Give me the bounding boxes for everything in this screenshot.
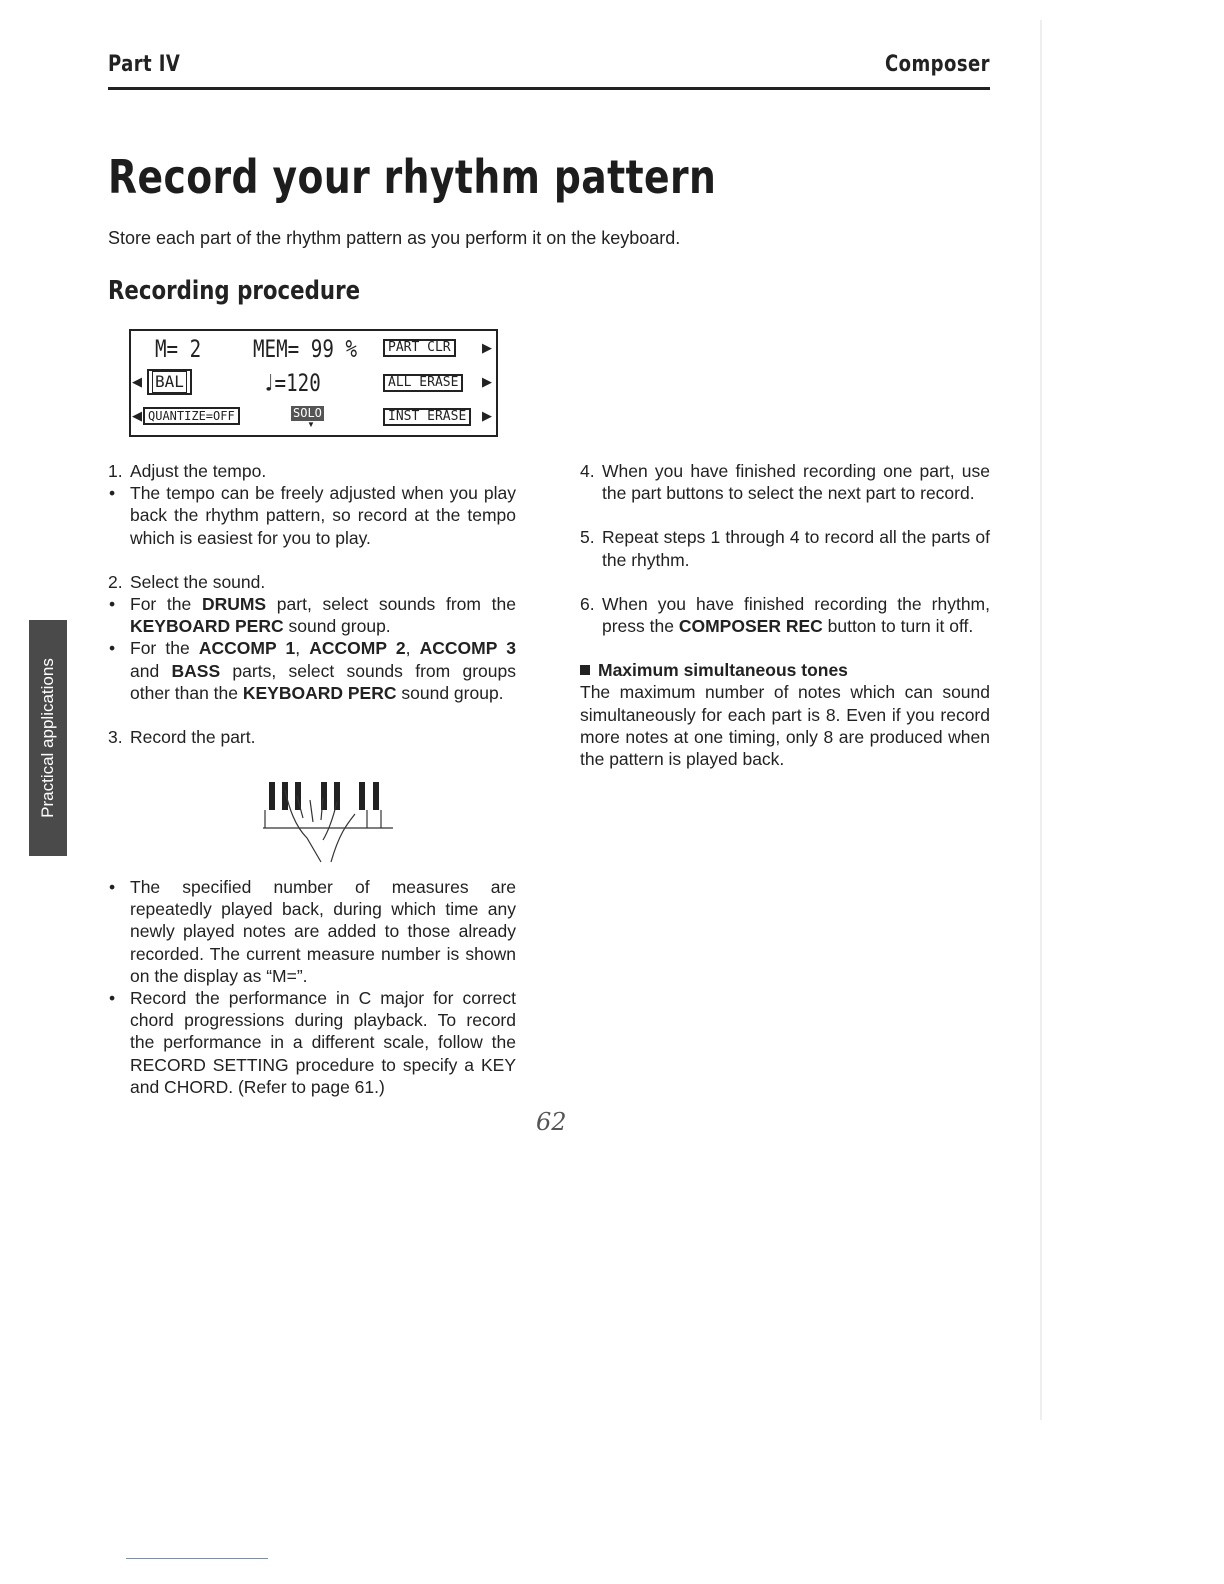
step-2 — [108, 571, 516, 593]
lcd-inst-erase-box — [383, 408, 471, 426]
lcd-quantize: QUANTIZE=OFF — [148, 409, 235, 423]
lcd-solo: SOLO — [293, 406, 322, 420]
bottom-scan-line — [126, 1558, 268, 1559]
step-number: 3. — [108, 727, 123, 748]
page-edge-shadow — [1040, 20, 1042, 1420]
bullet-text: Record the performance in C major for correct chord progressions during playback. To record the performance in a different scale, follow the RECORD SETTING procedure to specify a KEY and CHORD. (Refer to page 61.) — [130, 988, 516, 1097]
step-number: 6. — [580, 593, 595, 614]
lcd-part-clr-box — [383, 339, 456, 357]
step-2-bullet-2: • For the ACCOMP 1, ACCOMP 2, ACCOMP 3 and BASS parts, select sounds from groups other than the KEYBOARD PERC sound group. — [109, 638, 517, 703]
left-column-continued — [108, 876, 516, 1098]
arrow-right-icon: ▶ — [482, 408, 492, 423]
lcd-part-clr: PART CLR — [388, 340, 451, 355]
arrow-left-icon: ◀ — [132, 374, 142, 389]
step-number: 2. — [108, 571, 123, 592]
step-text: Repeat steps 1 through 4 to record all the parts of the rhythm. — [602, 527, 990, 570]
step-1 — [108, 460, 516, 482]
step-2-bullet-1: • For the DRUMS part, select sounds from the KEYBOARD PERC sound group. — [109, 594, 516, 637]
step-number: 5. — [580, 527, 595, 548]
header-rule — [108, 87, 990, 90]
bullet-icon: • — [109, 988, 116, 1009]
step-number: 4. — [580, 461, 595, 481]
page-subtitle: Store each part of the rhythm pattern as you perform it on the keyboard. — [108, 228, 681, 248]
arrow-right-icon: ▶ — [482, 340, 492, 355]
step-text: Record the part. — [130, 727, 256, 748]
bullet-icon: • — [109, 638, 116, 659]
step-3-bullet-1 — [108, 876, 516, 987]
section-title: Recording procedure — [108, 276, 361, 306]
side-tab — [29, 620, 67, 856]
square-bullet-icon — [580, 665, 590, 675]
handwritten-page-number: 62 — [536, 1108, 567, 1136]
lcd-inst-erase: INST ERASE — [388, 409, 467, 424]
bullet-icon: • — [109, 483, 116, 504]
hand-on-keyboard-illustration — [255, 778, 400, 866]
bullet-icon: • — [109, 877, 116, 897]
lcd-bal-box — [147, 369, 192, 395]
arrow-down-icon: ▼ — [307, 420, 315, 429]
lcd-bal: BAL — [152, 371, 187, 393]
lcd-display — [129, 329, 498, 437]
page-title: Record your rhythm pattern — [108, 150, 717, 204]
step-text: Adjust the tempo. — [130, 461, 267, 481]
lcd-all-erase-box — [383, 374, 463, 392]
bullet-icon: • — [109, 594, 116, 615]
lcd-memory: MEM= 99 % — [253, 335, 358, 363]
lcd-measure: M= 2 — [155, 335, 202, 363]
header-chapter-label: Composer — [885, 52, 990, 77]
header-part-label: Part IV — [108, 52, 181, 77]
lcd-all-erase: ALL ERASE — [388, 375, 459, 390]
step-text: When you have finished recording one part, use the part buttons to select the next part to record. — [602, 461, 990, 504]
step-number: 1. — [108, 461, 123, 481]
bullet-text: The tempo can be freely adjusted when you play back the rhythm pattern, so record at the tempo which is easiest for you to play. — [130, 483, 516, 548]
step-1-bullet — [108, 482, 516, 549]
step-text: Select the sound. — [130, 571, 266, 592]
bullet-text: The specified number of measures are repeatedly played back, during which time any newly played notes are added to those already recorded. The current measure number is shown on the display as “M=”. — [130, 877, 516, 986]
note-title: Maximum simultaneous tones — [580, 659, 990, 681]
lcd-quantize-box — [143, 407, 240, 425]
right-column — [580, 460, 990, 770]
arrow-right-icon: ▶ — [482, 374, 492, 389]
left-column — [108, 460, 516, 748]
lcd-tempo: ♩=120 — [263, 369, 321, 397]
arrow-left-icon: ◀ — [132, 408, 142, 423]
step-6: 6. When you have finished recording the rhythm, press the COMPOSER REC button to turn it off. — [580, 593, 990, 637]
step-3-bullet-2 — [108, 987, 516, 1098]
note-text: The maximum number of notes which can sound simultaneously for each part is 8. Even if you record more notes at one timing, only 8 are produced when the pattern is played back. — [580, 682, 990, 770]
step-5 — [580, 526, 990, 570]
side-tab-label: Practical applications — [38, 658, 57, 818]
step-4 — [580, 460, 990, 504]
step-3 — [108, 726, 516, 748]
